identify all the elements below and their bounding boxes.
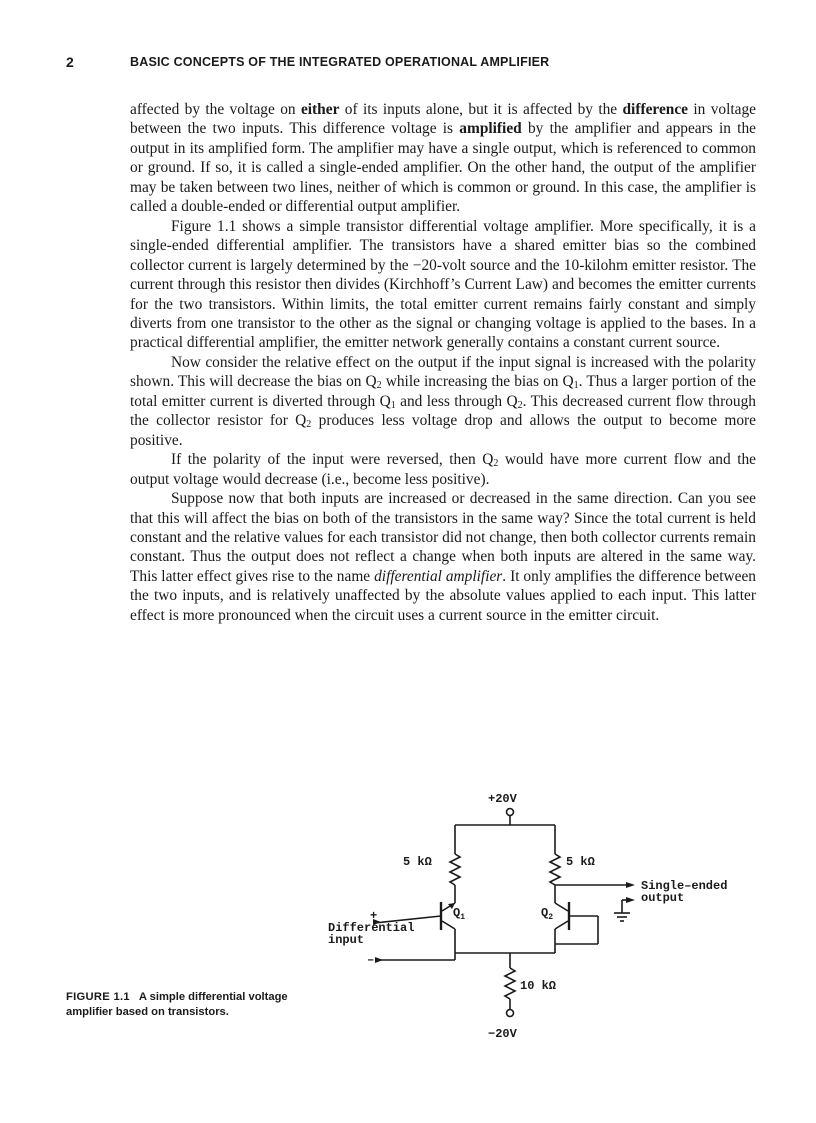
p1-emphasis-difference: difference (622, 101, 689, 118)
p3-text-c: . Thus a larger portion of the total emitter current is diverted through Q (130, 373, 756, 410)
circuit-diagram (315, 785, 755, 1075)
figure-label: FIGURE 1.1 (66, 991, 130, 1003)
q1-subscript: 1 (460, 913, 466, 922)
q2-subscript: 2 (548, 913, 554, 922)
p1-emphasis-amplified: amplified (459, 120, 522, 138)
p4-text-a: If the polarity of the input were reversed, then Q (171, 451, 494, 469)
figure-caption (66, 990, 316, 1020)
p1-text-c: of its inputs alone, but it is affected by the (339, 101, 623, 118)
subscript: 2 (306, 419, 312, 431)
paragraph-3 (130, 353, 756, 450)
q1-letter: Q (453, 906, 461, 920)
p3-text-d: and less through Q (395, 392, 518, 410)
q1-label (453, 906, 465, 922)
subscript: 1 (573, 380, 579, 392)
paragraph-4 (130, 450, 756, 489)
p1-emphasis-either: either (300, 101, 340, 118)
p3-text-a: Now consider the relative effect on the output if the input signal is increased with the polarity shown. This will decrease the bias on Q (130, 353, 756, 391)
input-label-line2: input (328, 933, 365, 947)
resistor-icon (505, 968, 515, 999)
emitter-resistor-label: 10 kΩ (520, 979, 557, 993)
paragraph-1 (130, 100, 756, 217)
p4-text-b: would have more current flow and the output voltage would decrease (i.e., become less positive). (130, 451, 756, 488)
subscript: 2 (376, 380, 382, 392)
figure-caption-text: A simple differential voltage amplifier based on transistors. (66, 991, 288, 1018)
output-arrow-icon (626, 882, 635, 888)
input-minus-label: – (367, 953, 375, 967)
paragraph-5 (130, 489, 756, 625)
input-label: Differential (328, 921, 415, 935)
negative-terminal-icon (507, 1010, 514, 1017)
resistor-icon (550, 854, 560, 885)
output-label-line2: output (641, 891, 685, 905)
positive-terminal-icon (507, 809, 514, 816)
p1-text-g: by the amplifier and appears in the output in its amplified form. The amplifier may have a single output, which is referenced to common or ground. If so, it is called a single-ended amplifier. On the other hand, the output of the amplifier may be taken between two lines, neither of which is common or ground. In this case, the amplifier is called a double-ended or differential output amplifier. (130, 120, 756, 216)
q2-letter: Q (541, 906, 549, 920)
paragraph-2: Figure 1.1 shows a simple transistor differential voltage amplifier. More specifically, it is a single-ended differential amplifier. The transistors have a shared emitter bias so the combined collector current is largely determined by the −20-volt source and the 10-kilohm emitter resistor. The current through this resistor then divides (Kirchhoff’s Current Law) and becomes the emitter currents for the two transistors. Within limits, the total emitter current remains fairly constant and simply diverts from one transistor to the other as the signal or changing voltage is applied to the bases. In a practical differential amplifier, the emitter network generally contains a constant current source. (130, 217, 756, 352)
subscript: 2 (517, 399, 523, 411)
output-arrow-icon (626, 897, 635, 903)
p5-text-c: . It only amplifies the difference between the two inputs, and is relatively unaffected by the absolute values applied to each input. This latter effect is more pronounced when the circuit uses a current source in the emitter circuit. (130, 567, 757, 624)
input-plus-label: + (370, 909, 378, 923)
subscript: 1 (390, 399, 396, 411)
running-header (66, 54, 756, 74)
p3-text-e: . This decreased current flow through the collector resistor for Q (130, 392, 757, 430)
collector-resistor-right-label: 5 kΩ (566, 855, 595, 869)
p1-text-e: in voltage between the two inputs. This difference voltage is (130, 101, 757, 138)
running-title: BASIC CONCEPTS OF THE INTEGRATED OPERATIONAL AMPLIFIER (130, 55, 550, 69)
output-label: Single–ended (641, 879, 728, 893)
input-arrow-icon (375, 957, 383, 963)
supply-negative-label: −20V (488, 1027, 517, 1041)
subscript: 2 (493, 458, 499, 470)
p5-term-differential-amplifier: differential amplifier (374, 567, 503, 585)
p3-text-b: while increasing the bias on Q (381, 373, 574, 391)
p1-text-a: affected by the voltage on (130, 101, 301, 118)
p3-text-f: produces less voltage drop and allows the output to become more positive. (130, 412, 756, 449)
q2-label (541, 906, 553, 922)
collector-resistor-left-label: 5 kΩ (403, 855, 432, 869)
body-text (130, 100, 756, 625)
supply-positive-label: +20V (488, 792, 517, 806)
p5-text-a: Suppose now that both inputs are increased or decreased in the same direction. Can you see that this will affect the bias on both of the transistors in the same way? Since the total current is held constant and the relative values for each transistor did not change, then both collector currents remain constant. Thus the output does not reflect a change when both inputs are altered in the same way. This latter effect gives rise to the name (130, 490, 756, 585)
resistor-icon (450, 854, 460, 885)
page-number: 2 (66, 54, 74, 70)
